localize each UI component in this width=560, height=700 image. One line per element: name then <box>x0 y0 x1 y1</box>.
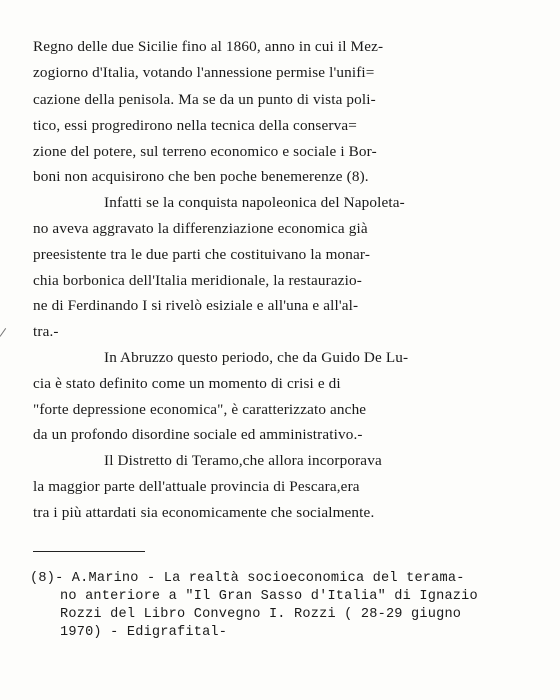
footnote-line: no anteriore a "Il Gran Sasso d'Italia" di Ignazio <box>60 589 478 604</box>
body-line: Regno delle due Sicilie fino al 1860, anno in cui il Mez- <box>33 38 384 55</box>
body-line: tra.- <box>33 323 59 340</box>
paragraph-start-line: Infatti se la conquista napoleonica del Napoleta- <box>104 194 405 211</box>
body-line: cia è stato definito come un momento di crisi e di <box>33 375 341 392</box>
body-line: preesistente tra le due parti che costituivano la monar- <box>33 246 371 263</box>
body-line: zogiorno d'Italia, votando l'annessione permise l'unifi= <box>33 64 375 81</box>
body-line: tico, essi progredirono nella tecnica della conserva= <box>33 117 357 134</box>
footnote-separator <box>33 551 145 552</box>
footnote-line: (8)- A.Marino - La realtà socioeconomica del terama- <box>30 571 465 586</box>
paragraph-start-line: Il Distretto di Teramo,che allora incorporava <box>104 452 382 469</box>
body-line: zione del potere, sul terreno economico e sociale i Bor- <box>33 143 377 160</box>
body-line: no aveva aggravato la differenziazione economica già <box>33 220 368 237</box>
body-line: da un profondo disordine sociale ed amministrativo.- <box>33 426 363 443</box>
paragraph-start-line: In Abruzzo questo periodo, che da Guido De Lu- <box>104 349 409 366</box>
body-line: cazione della penisola. Ma se da un punto di vista poli- <box>33 91 376 108</box>
body-line: tra i più attardati sia economicamente che socialmente. <box>33 504 375 521</box>
footnote-line: 1970) - Edigrafital- <box>60 625 228 640</box>
body-line: la maggior parte dell'attuale provincia di Pescara,era <box>33 478 360 495</box>
body-line: boni non acquisirono che ben poche benemerenze (8). <box>33 168 369 185</box>
body-line: ne di Ferdinando I si rivelò esiziale e all'una e all'al- <box>33 297 359 314</box>
margin-mark <box>0 328 6 337</box>
footnote-line: Rozzi del Libro Convegno I. Rozzi ( 28-29 giugno <box>60 607 462 622</box>
body-line: "forte depressione economica", è caratterizzato anche <box>33 401 367 418</box>
body-line: chia borbonica dell'Italia meridionale, la restaurazio- <box>33 272 362 289</box>
